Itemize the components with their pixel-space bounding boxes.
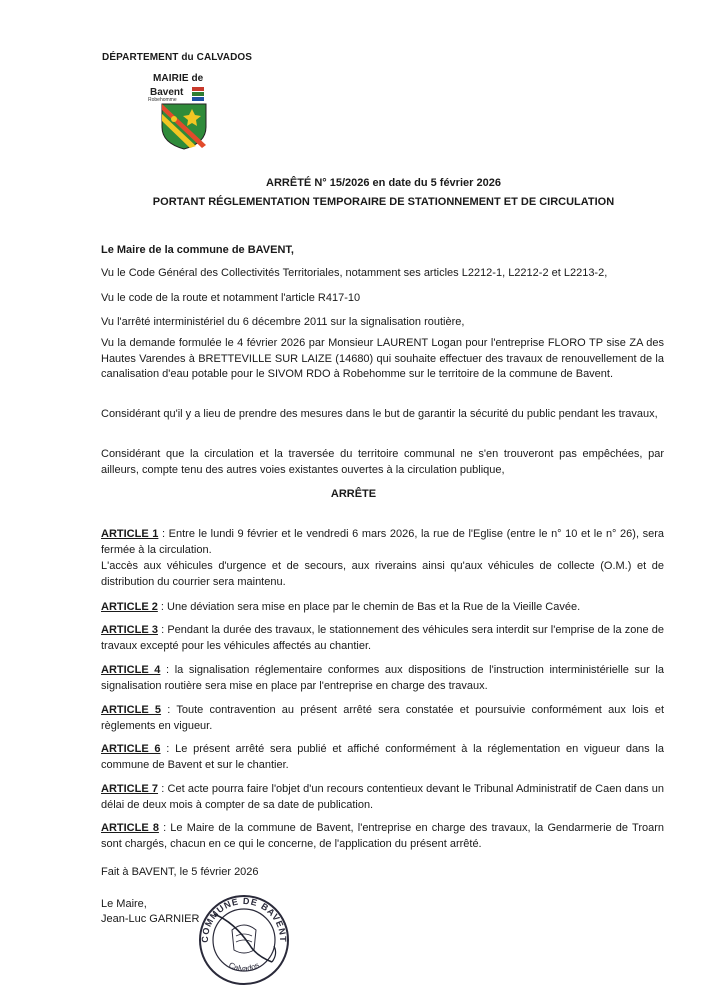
article-text: : Le présent arrêté sera publié et affiché conformément à la réglementation en vigueur dans la commune de Bavent et sur le chantier. [101, 743, 664, 771]
article-5 [101, 703, 664, 734]
article-label: ARTICLE 8 [101, 822, 159, 834]
vu-paragraph: Vu le Code Général des Collectivités Territoriales, notamment ses articles L2212-1, L2212-2 et L2213-2, [101, 267, 608, 279]
article-2 [101, 600, 664, 616]
svg-text:Robehomme: Robehomme [148, 97, 177, 103]
article-text: : Le Maire de la commune de Bavent, l'entreprise en charge des travaux, la Gendarmerie de Troarn sont chargés, chacun en ce qui le concerne, de l'application du présent arrêté. [101, 822, 664, 850]
article-text: : Pendant la durée des travaux, le stationnement des véhicules sera interdit sur l'emprise de la zone de travaux excepté pour les véhicules affectés au chantier. [101, 624, 665, 652]
signer-name: Jean-Luc GARNIER [101, 913, 200, 925]
svg-text:Calvados: Calvados [227, 960, 261, 974]
considerant-paragraph: Considérant qu'il y a lieu de prendre des mesures dans le but de garantir la sécurité du public pendant les travaux, [101, 408, 658, 420]
decree-subtitle: PORTANT RÉGLEMENTATION TEMPORAIRE DE STATIONNEMENT ET DE CIRCULATION [152, 196, 615, 208]
article-8 [101, 821, 664, 852]
article-label: ARTICLE 5 [101, 704, 162, 716]
article-text: : la signalisation réglementaire conformes aux dispositions de l'instruction interministérielle sur la signalisation routière sera mise en place par l'entreprise en charge des travaux. [101, 664, 664, 692]
department-header: DÉPARTEMENT du CALVADOS [102, 52, 253, 63]
maire-heading: Le Maire de la commune de BAVENT, [101, 244, 294, 256]
article-label: ARTICLE 6 [101, 743, 161, 755]
article-7 [101, 782, 664, 813]
mairie-label: MAIRIE de [153, 73, 204, 84]
article-label: ARTICLE 2 [101, 601, 158, 613]
considerant-paragraph: Considérant que la circulation et la traversée du territoire communal ne s'en trouveront pas empêchées, par ailleurs, compte tenu des autres voies existantes ouvertes à la circulation publique, [101, 448, 664, 476]
article-text: : Cet acte pourra faire l'objet d'un recours contentieux devant le Tribunal Administratif de Caen dans un délai de deux mois à compter de sa date de publication. [101, 783, 664, 811]
signer-title: Le Maire, [101, 898, 147, 910]
vu-paragraph: Vu l'arrêté interministériel du 6 décembre 2011 sur la signalisation routière, [101, 316, 465, 328]
article-1 [101, 527, 664, 558]
article-label: ARTICLE 3 [101, 624, 158, 636]
signature-place-date: Fait à BAVENT, le 5 février 2026 [101, 866, 259, 878]
municipal-stamp [194, 892, 294, 988]
svg-text:COMMUNE DE BAVENT: COMMUNE DE BAVENT [199, 895, 289, 943]
article-label: ARTICLE 4 [101, 664, 161, 676]
article-text: : Toute contravention au présent arrêté sera constatée et poursuivie conformément aux lois et règlements en vigueur. [101, 704, 665, 732]
decree-title: ARRÊTÉ N° 15/2026 en date du 5 février 2026 [266, 177, 501, 189]
coat-of-arms-logo [146, 85, 208, 151]
article-text: : Une déviation sera mise en place par le chemin de Bas et la Rue de la Vieille Cavée. [157, 601, 581, 613]
article-text: : Entre le lundi 9 février et le vendredi 6 mars 2026, la rue de l'Eglise (entre le n° 10 et le n° 26), sera fermée à la circulation. [101, 528, 665, 556]
article-label: ARTICLE 1 [101, 528, 159, 540]
article-3 [101, 623, 664, 654]
article-4 [101, 663, 664, 694]
article-6 [101, 742, 664, 773]
article-label: ARTICLE 7 [101, 783, 159, 795]
svg-text:Bavent: Bavent [150, 87, 184, 98]
article-1-extra: L'accès aux véhicules d'urgence et de secours, aux riverains ainsi qu'aux véhicules de collecte (O.M.) et de distribution du courrier sera maintenu. [101, 560, 664, 588]
vu-paragraph: Vu la demande formulée le 4 février 2026 par Monsieur LAURENT Logan pour l'entreprise FLORO TP sise ZA des Hautes Varendes à BRETTEVILLE SUR LAIZE (14680) qui souhaite effectuer des travaux de renouvellement de la canalisation d'eau potable pour le SIVOM RDO à Robehomme sur le territoire de la commune de Bavent. [101, 337, 664, 380]
arrete-heading: ARRÊTE [330, 488, 377, 500]
vu-paragraph: Vu le code de la route et notamment l'article R417-10 [101, 292, 361, 304]
